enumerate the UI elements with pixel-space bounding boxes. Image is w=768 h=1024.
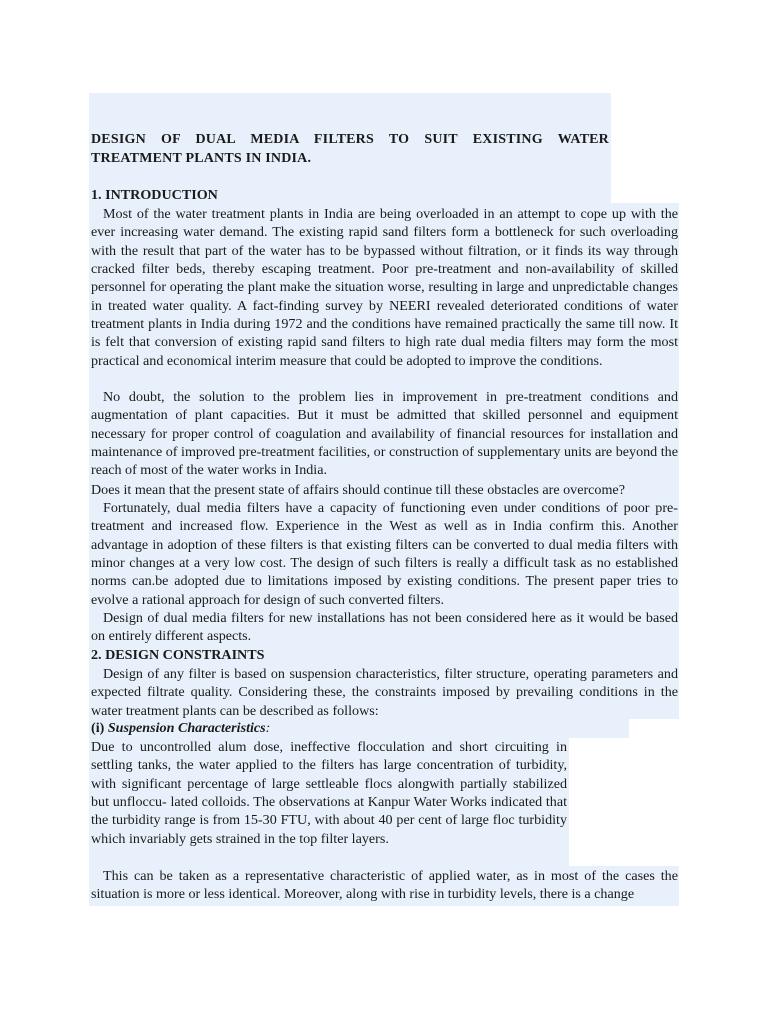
section-heading-introduction: 1. INTRODUCTION [91, 187, 218, 203]
paragraph-intro-4: Fortunately, dual media filters have a capacity of functioning even under conditions of poor pre-treatment and increased flow. Experience in the West as well as in India confirm this. Another advantage in adoption of these filters is that existing filters can be converted to dual media filters with minor changes at a very low cost. The design of such filters is really a difficult task as no established norms can.be adopted due to limitations imposed by existing conditions. The present paper tries to evolve a rational approach for design of such converted filters. [91, 500, 678, 608]
paragraph-intro-1: Most of the water treatment plants in India are being overloaded in an attempt to cope up with the ever increasing water demand. The existing rapid sand filters form a bottleneck for such overloading with the result that part of the water has to be bypassed without filtration, or it finds its way through cracked filter beds, thereby escaping treatment. Poor pre-treatment and non-availability of skilled personnel for operating the plant make the situation worse, resulting in large and unpredictable changes in treated water quality. A fact-finding survey by NEERI revealed deteriorated conditions of water treatment plants in India during 1972 and the conditions have remained practically the same till now. It is felt that conversion of existing rapid sand filters to high rate dual media filters may form the most practical and economical interim measure that could be adopted to improve the conditions. [91, 206, 678, 369]
paragraph-intro-2: No doubt, the solution to the problem lies in improvement in pre-treatment conditions and augmentation of plant capacities. But it must be admitted that skilled personnel and equipment necessary for proper control of coagulation and availability of financial resources for installation and maintenance of improved pre-treatment facilities, or construction of supplementary units are beyond the reach of most of the water works in India. [91, 389, 678, 479]
subheading-prefix: (i) [91, 720, 108, 736]
section-heading-design-constraints: 2. DESIGN CONSTRAINTS [91, 647, 265, 663]
paragraph-suspension-2: This can be taken as a representative characteristic of applied water, as in most of the cases the situation is more or less identical. Moreover, along with rise in turbidity levels, there is a change [91, 868, 678, 903]
subheading-suspension-characteristics [91, 719, 270, 737]
paragraph-suspension-1: Due to uncontrolled alum dose, ineffective flocculation and short circuiting in settling tanks, the water applied to the filters has large concentration of turbidity, with significant percentage of large settleable flocs alongwith partially stabilized but unfloccu- lated colloids. The observations at Kanpur Water Works indicated that the turbidity range is from 15-30 FTU, with about 40 per cent of large floc turbidity which invariably gets strained in the top filter layers. [91, 739, 567, 847]
paragraph-intro-3: Does it mean that the present state of affairs should continue till these obstacles are overcome? [91, 482, 625, 498]
paragraph-constraints-1: Design of any filter is based on suspension characteristics, filter structure, operating parameters and expected filtrate quality. Considering these, the constraints imposed by prevailing conditions in the water treatment plants can be described as follows: [91, 666, 678, 719]
document-title: DESIGN OF DUAL MEDIA FILTERS TO SUIT EXISTING WATER TREATMENT PLANTS IN INDIA. [91, 132, 609, 166]
paragraph-intro-5: Design of dual media filters for new installations has not been considered here as it would be based on entirely different aspects. [91, 610, 678, 645]
subheading-title: Suspension Characteristics [107, 720, 266, 736]
subheading-suffix: : [265, 720, 271, 736]
